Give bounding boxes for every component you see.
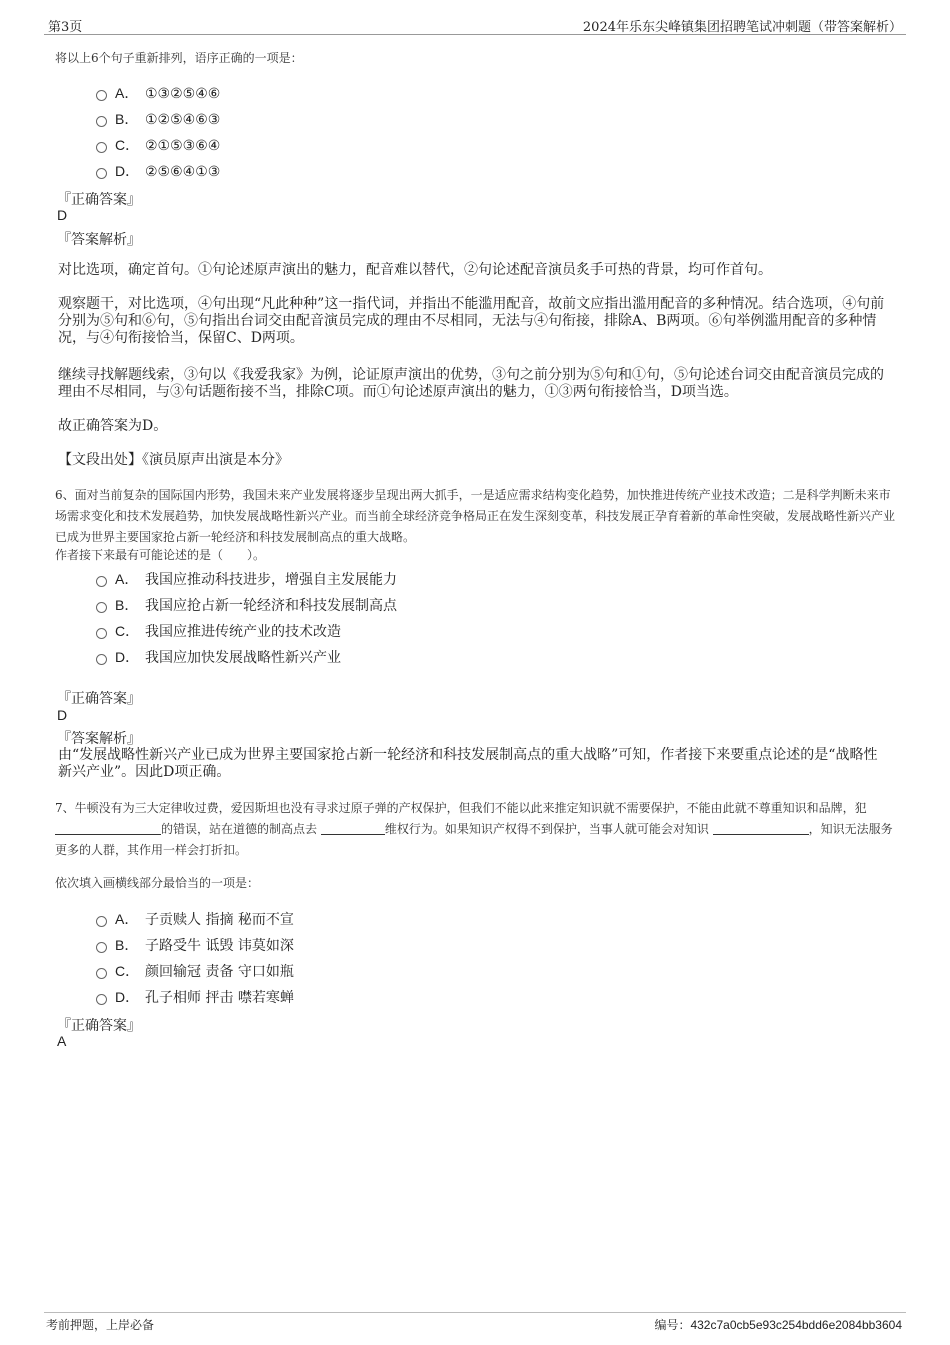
q7-option-d[interactable]: D． 孔子相师 抨击 噤若寒蝉 [96,987,294,1007]
radio-icon[interactable] [96,968,107,979]
radio-icon[interactable] [96,916,107,927]
q7-prompt-question: 依次填入画横线部分最恰当的一项是： [55,876,260,890]
document-code: 编号：432c7a0cb5e93c254bdd6e2084bb3604 [654,1318,902,1332]
q6-prompt-question: 作者接下来最有可能论述的是（ ）。 [55,548,266,562]
q5-analysis-label: 『答案解析』 [57,232,141,248]
q5-option-b[interactable]: B． ①②⑤④⑥③ [96,109,220,129]
q5-analysis-2: 观察题干，对比选项，④句出现“凡此种种”这一指代词，并指出不能滥用配音，故前文应指出滥用配音的多种情况。结合选项，④句前分别为⑤句和⑥句，⑤句指出台词交由配音演员完成的理由不尽相同，无法与④句衔接，排除A、B两项。⑥句举例滥用配音的多种情况，与④句衔接恰当，保留C、D两项。 [58,296,885,346]
q6-prompt: 6、面对当前复杂的国际国内形势，我国未来产业发展将逐步呈现出两大抓手，一是适应需求结构变化趋势，加快推进传统产业技术改造；二是科学判断未来市场需求变化和技术发展趋势，加快发展战略性新兴产业。而当前全球经济竞争格局正在发生深刻变革，科技发展正孕育着新的革命性突破，发展战略性新兴产业已成为世界主要国家抢占新一轮经济和科技发展制高点的重大战略。 [55,488,896,544]
q5-answer-label: 『正确答案』 [57,192,141,208]
q5-answer: D [57,207,68,223]
radio-icon[interactable] [96,90,107,101]
blank-3 [713,822,809,835]
q5-analysis-1: 对比选项，确定首句。①句论述原声演出的魅力，配音难以替代，②句论述配音演员炙手可热的背景，均可作首句。 [58,262,772,278]
q6-analysis-label: 『答案解析』 [57,731,141,747]
page-number: 第3页 [48,20,83,35]
q5-prompt: 将以上6个句子重新排列，语序正确的一项是： [55,51,303,65]
radio-icon[interactable] [96,994,107,1005]
q6-option-d[interactable]: D． 我国应加快发展战略性新兴产业 [96,647,341,667]
document-title: 2024年乐东尖峰镇集团招聘笔试冲刺题（带答案解析） [582,20,902,35]
radio-icon[interactable] [96,116,107,127]
q5-option-c[interactable]: C． ②①⑤③⑥④ [96,135,220,155]
q7-answer-label: 『正确答案』 [57,1018,141,1034]
page-header [44,14,906,35]
footer-slogan: 考前押题，上岸必备 [46,1318,155,1332]
radio-icon[interactable] [96,628,107,639]
blank-2 [321,822,385,835]
q6-option-b[interactable]: B． 我国应抢占新一轮经济和科技发展制高点 [96,595,397,615]
q7-option-b[interactable]: B． 子路受牛 诋毁 讳莫如深 [96,935,294,955]
q5-option-d[interactable]: D． ②⑤⑥④①③ [96,161,220,181]
radio-icon[interactable] [96,942,107,953]
q6-option-c[interactable]: C． 我国应推进传统产业的技术改造 [96,621,341,641]
q5-analysis-4: 故正确答案为D。 [58,418,168,434]
radio-icon[interactable] [96,142,107,153]
q5-option-a[interactable]: A． ①③②⑤④⑥ [96,83,220,103]
q7-answer: A [57,1033,67,1049]
q5-analysis-3: 继续寻找解题线索，③句以《我爱我家》为例，论证原声演出的优势，③句之前分别为⑤句和①句，⑤句论述台词交由配音演员完成的理由不尽相同，与③句话题衔接不当，排除C项。而①句论述原声演出的魅力，①③两句衔接恰当，D项当选。 [58,367,884,400]
q6-answer-label: 『正确答案』 [57,691,141,707]
q6-analysis: 由“发展战略性新兴产业已成为世界主要国家抢占新一轮经济和科技发展制高点的重大战略”可知，作者接下来要重点论述的是“战略性新兴产业”。因此D项正确。 [58,747,878,780]
blank-1 [55,822,161,835]
radio-icon[interactable] [96,602,107,613]
q7-option-c[interactable]: C． 颜回输冠 责备 守口如瓶 [96,961,294,981]
q7-option-a[interactable]: A． 子贡赎人 指摘 秘而不宣 [96,909,294,929]
q6-answer: D [57,707,68,723]
q6-option-a[interactable]: A． 我国应推动科技进步，增强自主发展能力 [96,569,397,589]
q7-prompt: 7、牛顿没有为三大定律收过费，爱因斯坦也没有寻求过原子弹的产权保护，但我们不能以此来推定知识就不需要保护，不能由此就不尊重知识和品牌，犯 的错误，站在道德的制高点去 维权行为。如果知识产权得不到保护，当事人就可能会对知识 ，知识无法服务更多的人群，其作用一样会打折扣。 [55,801,893,857]
radio-icon[interactable] [96,576,107,587]
radio-icon[interactable] [96,168,107,179]
q5-source: 【文段出处】《演员原声出演是本分》 [58,452,289,468]
radio-icon[interactable] [96,654,107,665]
page-footer [44,1312,906,1332]
